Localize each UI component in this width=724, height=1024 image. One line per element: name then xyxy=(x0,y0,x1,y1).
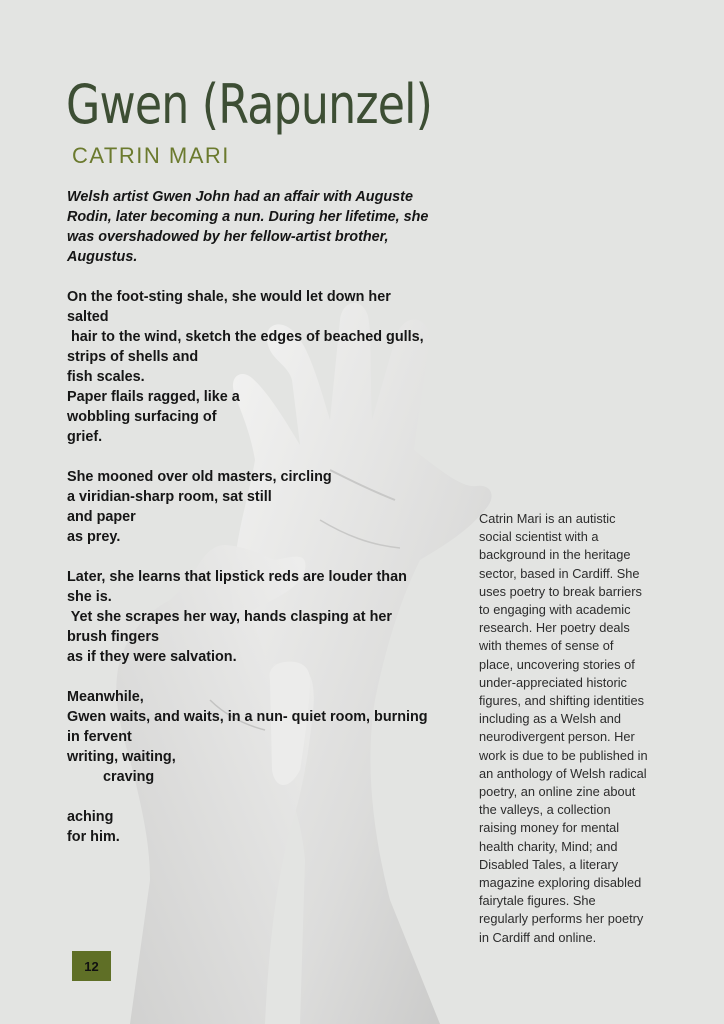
poem-line: grief. xyxy=(67,429,103,445)
bio-line: fairytale figures. She xyxy=(479,893,596,909)
bio-line: figures, and shifting identities xyxy=(479,693,645,709)
bio-line: neurodivergent person. Her xyxy=(479,729,635,745)
poem-line: On the foot-sting shale, she would let down her xyxy=(67,289,391,305)
bio-line: with themes of sense of xyxy=(479,638,614,654)
intro-line: was overshadowed by her fellow-artist brother, xyxy=(67,229,389,245)
bio-line: Disabled Tales, a literary xyxy=(479,856,619,872)
poem-stanza xyxy=(67,807,437,847)
bio-line: health charity, Mind; and xyxy=(479,838,618,854)
poem-line: writing, waiting, xyxy=(67,749,176,765)
poem-line: aching xyxy=(67,809,114,825)
poem-line: hair to the wind, sketch the edges of beached gulls, xyxy=(67,329,424,345)
bio-line: poetry, an online zine about xyxy=(479,784,636,800)
poem-line: wobbling surfacing of xyxy=(67,409,217,425)
poem-line: salted xyxy=(67,309,109,325)
bio-line: work is due to be published in xyxy=(479,747,648,763)
poem-line: craving xyxy=(67,769,155,785)
poem-intro xyxy=(67,187,437,267)
poem-stanza xyxy=(67,287,437,447)
poem-line: Paper flails ragged, like a xyxy=(67,389,240,405)
poem-line: She mooned over old masters, circling xyxy=(67,469,332,485)
poem-line: Yet she scrapes her way, hands clasping at her xyxy=(67,609,392,625)
poem-line: a viridian-sharp room, sat still xyxy=(67,489,272,505)
poem-line: and paper xyxy=(67,509,136,525)
bio-line: to engaging with academic xyxy=(479,602,631,618)
poem-line: strips of shells and xyxy=(67,349,199,365)
page-number-badge xyxy=(72,951,111,981)
bio-line: an anthology of Welsh radical xyxy=(479,765,647,781)
bio-line: sector, based in Cardiff. She xyxy=(479,565,640,581)
poem-line: Meanwhile, xyxy=(67,689,144,705)
bio-line: Catrin Mari is an autistic xyxy=(479,511,616,526)
bio-line: magazine exploring disabled xyxy=(479,875,642,891)
bio-line: in Cardiff and online. xyxy=(479,929,597,945)
poem-line: in fervent xyxy=(67,729,132,745)
bio-line: place, uncovering stories of xyxy=(479,656,635,672)
bio-line: under-appreciated historic xyxy=(479,674,627,690)
intro-line: Augustus. xyxy=(67,249,138,265)
poem-line: as prey. xyxy=(67,529,121,545)
poem-line: for him. xyxy=(67,829,120,845)
poem-line: Gwen waits, and waits, in a nun- quiet room, burning xyxy=(67,709,428,725)
page-title: Gwen (Rapunzel) xyxy=(66,73,433,136)
poem-body xyxy=(67,187,437,867)
bio-line: the valleys, a collection xyxy=(479,802,611,818)
page-number: 12 xyxy=(84,958,99,974)
poem-line: as if they were salvation. xyxy=(67,649,237,665)
bio-line: regularly performs her poetry xyxy=(479,911,644,927)
bio-line: research. Her poetry deals xyxy=(479,620,630,636)
poem-line: she is. xyxy=(67,589,112,605)
bio-line: background in the heritage xyxy=(479,547,631,563)
author-name: CATRIN MARI xyxy=(72,143,230,168)
intro-line: Welsh artist Gwen John had an affair with Auguste xyxy=(67,189,413,205)
bio-line: uses poetry to break barriers xyxy=(479,583,642,599)
poem-stanza xyxy=(67,567,437,667)
author-bio xyxy=(479,510,664,947)
poem-line: Later, she learns that lipstick reds are louder than xyxy=(67,569,407,585)
bio-line: social scientist with a xyxy=(479,529,599,545)
intro-line: Rodin, later becoming a nun. During her lifetime, she xyxy=(67,209,429,225)
poem-stanza xyxy=(67,687,437,787)
poem-line: fish scales. xyxy=(67,369,145,385)
poem-line: brush fingers xyxy=(67,629,159,645)
poem-stanza xyxy=(67,467,437,547)
bio-line: raising money for mental xyxy=(479,820,620,836)
bio-line: including as a Welsh and xyxy=(479,711,622,727)
